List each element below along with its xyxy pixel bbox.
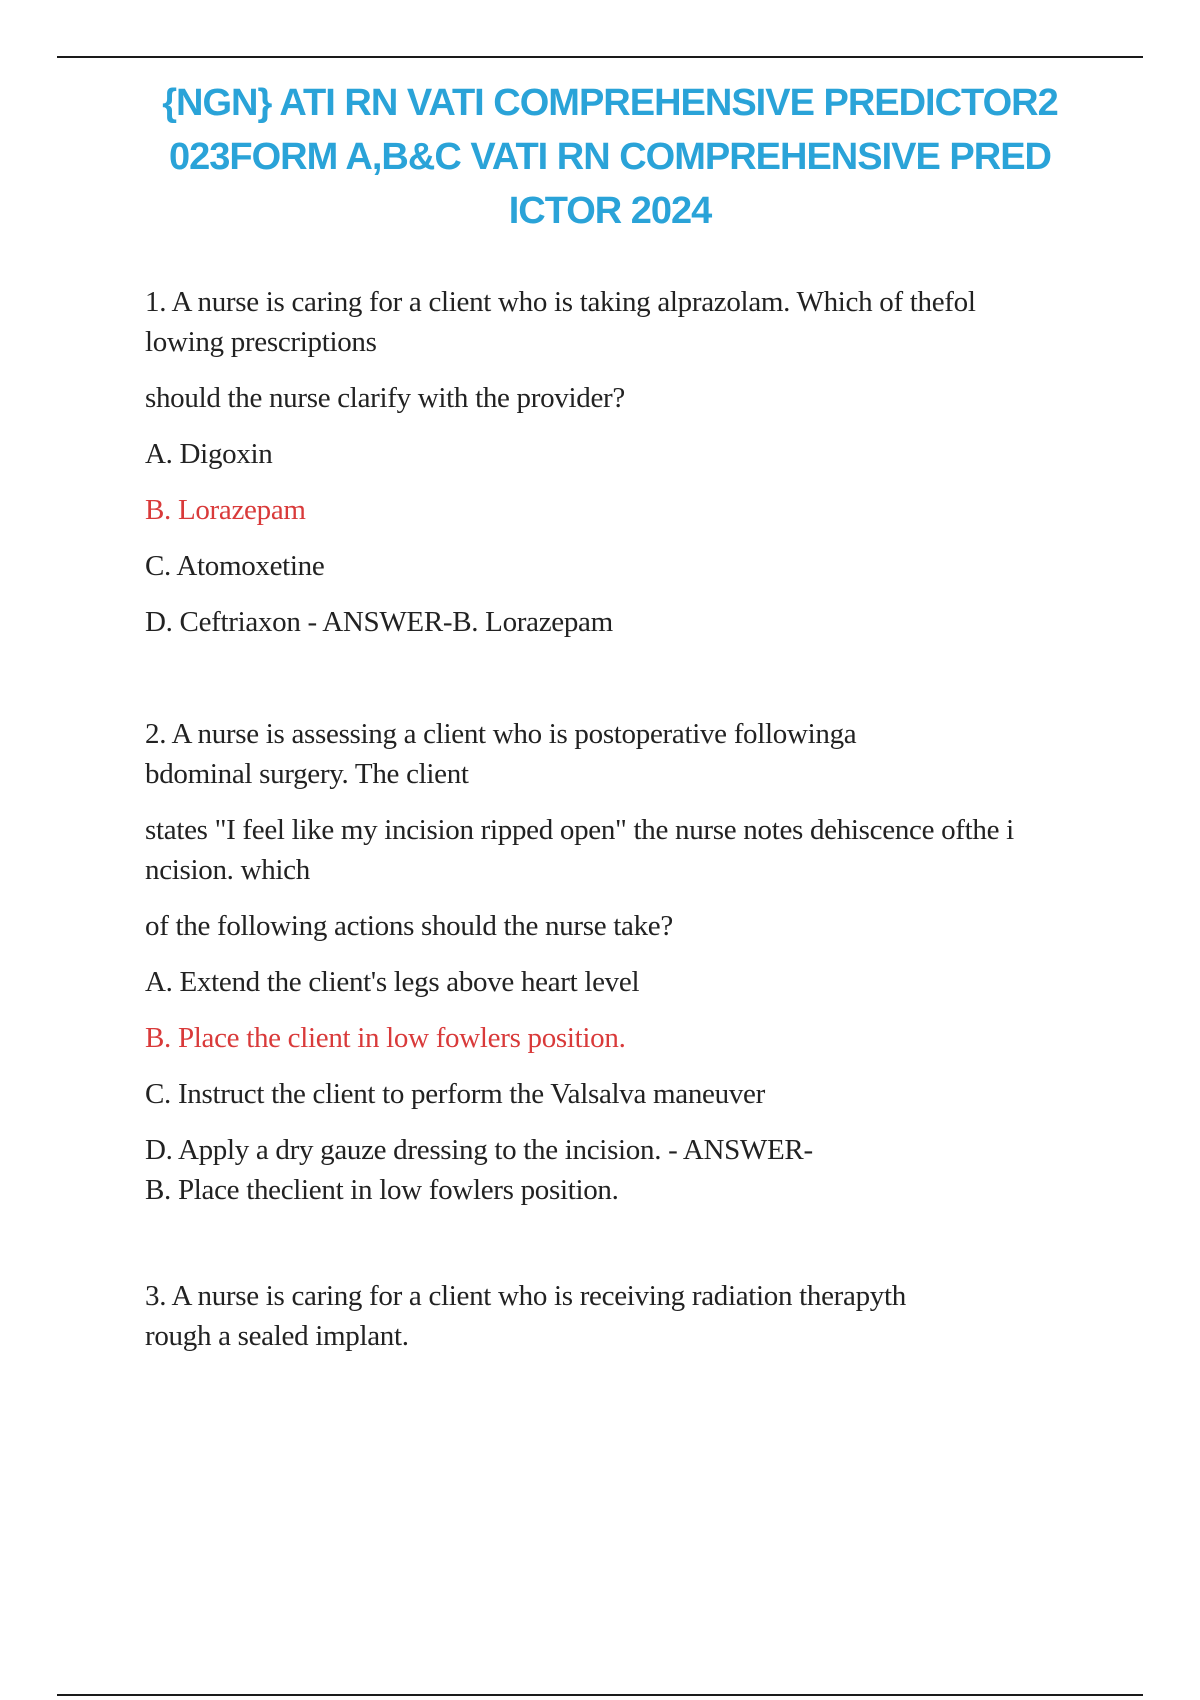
option-a: A. Extend the client's legs above heart level <box>145 966 640 998</box>
document-body <box>145 282 1105 1372</box>
stem-line: 3. A nurse is caring for a client who is receiving radiation therapyth <box>145 1280 906 1312</box>
question-spacer <box>145 658 1105 714</box>
stem-line: states "I feel like my incision ripped open" the nurse notes dehiscence ofthe i <box>145 814 1014 846</box>
question-stem <box>145 714 1105 794</box>
option-line: B. Place theclient in low fowlers position. <box>145 1174 619 1206</box>
option-b-correct: B. Lorazepam <box>145 494 306 526</box>
option-c: C. Atomoxetine <box>145 550 325 582</box>
option-line: D. Apply a dry gauze dressing to the incision. - ANSWER- <box>145 1134 813 1166</box>
title-line: ICTOR 2024 <box>508 190 712 232</box>
question-2 <box>145 714 1105 1210</box>
question-1 <box>145 282 1105 642</box>
stem-line: 2. A nurse is assessing a client who is postoperative followinga <box>145 718 857 750</box>
title-line: {NGN} ATI RN VATI COMPREHENSIVE PREDICTOR2 <box>162 82 1058 124</box>
option-b-correct: B. Place the client in low fowlers position. <box>145 1022 626 1054</box>
question-3 <box>145 1276 1105 1356</box>
top-rule <box>57 56 1143 58</box>
stem-line: ncision. which <box>145 854 310 886</box>
question-stem-continued: of the following actions should the nurse take? <box>145 910 673 942</box>
stem-line: bdominal surgery. The client <box>145 758 469 790</box>
option-a: A. Digoxin <box>145 438 273 470</box>
stem-line: lowing prescriptions <box>145 326 377 358</box>
question-stem <box>145 282 1105 362</box>
document-title <box>140 76 1080 238</box>
stem-line: rough a sealed implant. <box>145 1320 409 1352</box>
option-d-with-answer <box>145 1130 1105 1210</box>
question-stem <box>145 1276 1105 1356</box>
question-spacer <box>145 1226 1105 1276</box>
title-line: 023FORM A,B&C VATI RN COMPREHENSIVE PRED <box>169 136 1051 178</box>
option-c: C. Instruct the client to perform the Valsalva maneuver <box>145 1078 765 1110</box>
stem-line: 1. A nurse is caring for a client who is taking alprazolam. Which of thefol <box>145 286 976 318</box>
bottom-rule <box>57 1694 1143 1696</box>
question-stem-continued: should the nurse clarify with the provider? <box>145 382 625 414</box>
question-stem-continued <box>145 810 1105 890</box>
option-d-with-answer: D. Ceftriaxon - ANSWER-B. Lorazepam <box>145 606 613 638</box>
